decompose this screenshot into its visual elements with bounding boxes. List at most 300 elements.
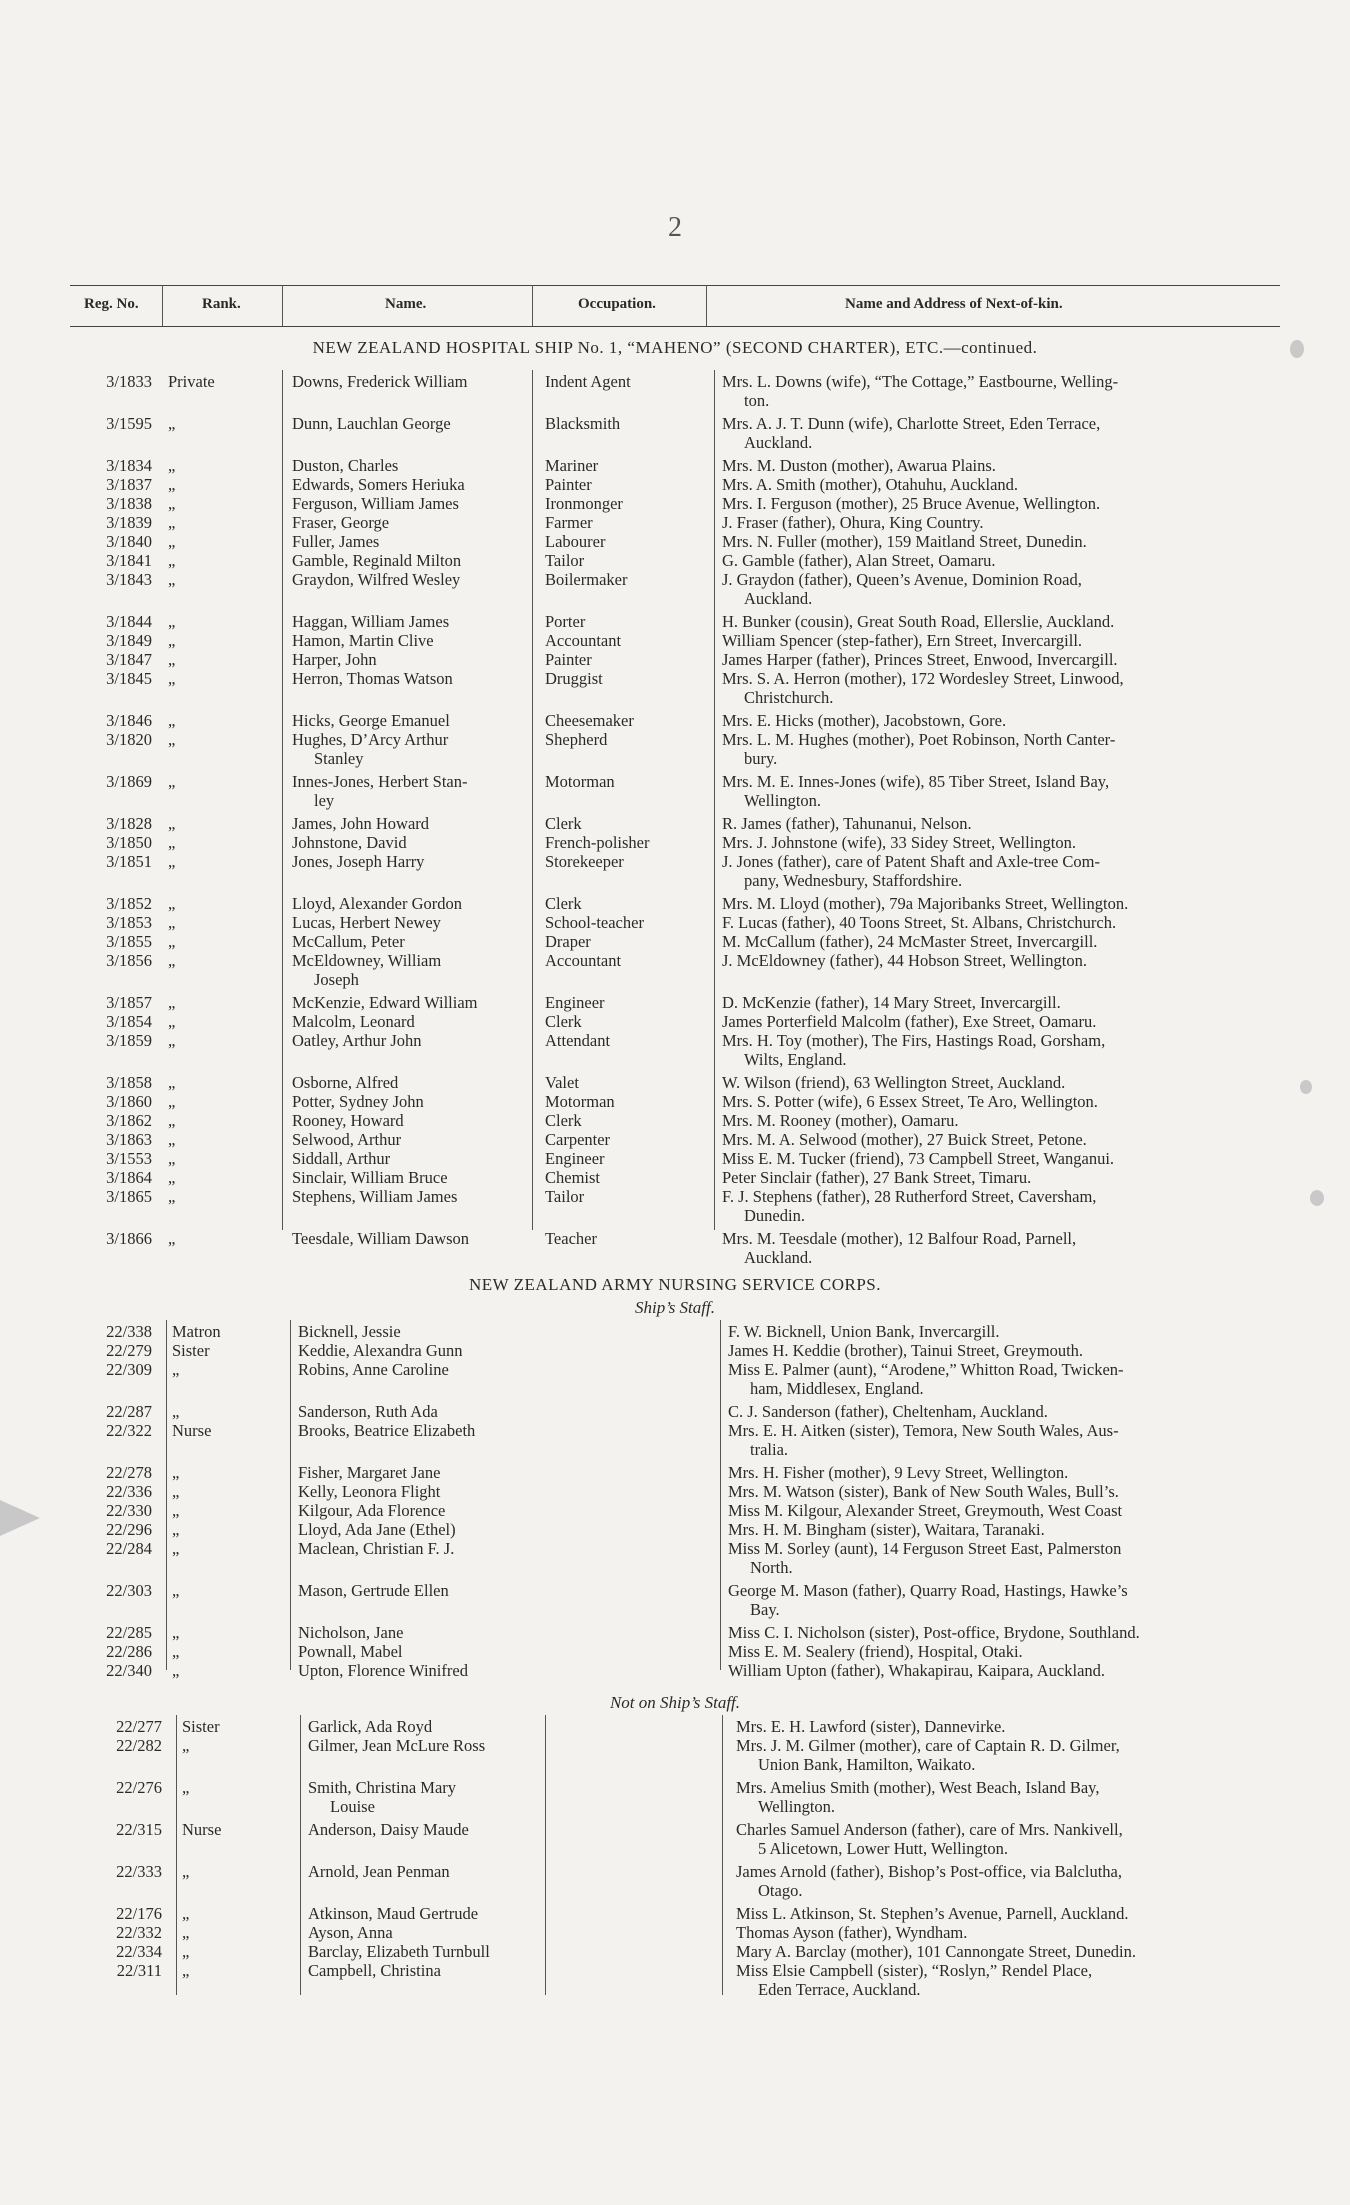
next-of-kin: William Upton (father), Whakapirau, Kaipara, Auckland. [728,1661,1106,1680]
next-of-kin-continued: Bay. [750,1600,780,1619]
column-rule [532,370,533,1230]
next-of-kin: Miss M. Sorley (aunt), 14 Ferguson Street East, Palmerston [728,1539,1122,1558]
next-of-kin: William Spencer (step-father), Ern Street, Invercargill. [722,631,1083,650]
reg-no: 3/1847 [106,650,152,669]
column-rule [282,285,283,326]
occupation: Carpenter [545,1130,611,1149]
next-of-kin-continued: Eden Terrace, Auckland. [758,1980,921,1999]
section-title-hospital-ship: NEW ZEALAND HOSPITAL SHIP No. 1, “MAHENO” (SECOND CHARTER), ETC.—continued. [312,338,1038,357]
name: Teesdale, William Dawson [292,1229,470,1248]
name-continued: Stanley [314,749,364,768]
name: Oatley, Arthur John [292,1031,422,1050]
next-of-kin-continued: Wellington. [744,791,822,810]
next-of-kin-continued: tralia. [750,1440,789,1459]
name-continued: ley [314,791,335,810]
rank: „ [182,1778,190,1797]
reg-no: 3/1866 [106,1229,152,1248]
reg-no: 3/1834 [106,456,152,475]
name: Atkinson, Maud Gertrude [308,1904,479,1923]
occupation: Painter [545,475,592,494]
reg-no: 22/334 [116,1942,162,1961]
name: Anderson, Daisy Maude [308,1820,469,1839]
occupation: Cheesemaker [545,711,634,730]
reg-no: 22/279 [106,1341,152,1360]
column-rule [706,285,707,326]
next-of-kin: J. Graydon (father), Queen’s Avenue, Dominion Road, [722,570,1082,589]
reg-no: 3/1852 [106,894,152,913]
occupation: Boilermaker [545,570,628,589]
name: Hicks, George Emanuel [292,711,450,730]
rank: „ [168,1168,176,1187]
occupation: Shepherd [545,730,608,749]
rank: „ [182,1961,190,1980]
name: Maclean, Christian F. J. [298,1539,455,1558]
next-of-kin-continued: Auckland. [744,589,813,608]
occupation: Clerk [545,814,582,833]
rank: „ [172,1402,180,1421]
rank: „ [168,456,176,475]
rank: „ [168,1130,176,1149]
occupation: Accountant [545,631,622,650]
occupation: Engineer [545,993,605,1012]
occupation: Clerk [545,1111,582,1130]
name: Smith, Christina Mary [308,1778,457,1797]
next-of-kin-continued: bury. [744,749,778,768]
next-of-kin-continued: ham, Middlesex, England. [750,1379,924,1398]
rank: „ [182,1942,190,1961]
next-of-kin: Mrs. M. Duston (mother), Awarua Plains. [722,456,996,475]
next-of-kin: James H. Keddie (brother), Tainui Street, Greymouth. [728,1341,1084,1360]
reg-no: 3/1553 [106,1149,152,1168]
reg-no: 22/285 [106,1623,152,1642]
name: Mason, Gertrude Ellen [298,1581,449,1600]
reg-no: 3/1865 [106,1187,152,1206]
name: Pownall, Mabel [298,1642,403,1661]
next-of-kin: Miss Elsie Campbell (sister), “Roslyn,” Rendel Place, [736,1961,1093,1980]
reg-no: 22/284 [106,1539,152,1558]
reg-no: 3/1595 [106,414,152,433]
rank: „ [168,650,176,669]
rank: „ [168,669,176,688]
name: Nicholson, Jane [298,1623,404,1642]
rank: „ [168,1031,176,1050]
occupation: Ironmonger [545,494,623,513]
next-of-kin: Mrs. E. Hicks (mother), Jacobstown, Gore. [722,711,1007,730]
name: McKenzie, Edward William [292,993,478,1012]
next-of-kin: Mrs. S. A. Herron (mother), 172 Wordesley Street, Linwood, [722,669,1124,688]
name: Ferguson, William James [292,494,459,513]
reg-no: 22/278 [106,1463,152,1482]
reg-no: 22/296 [106,1520,152,1539]
subtitle-ships-staff: Ship’s Staff. [635,1298,715,1317]
reg-no: 3/1864 [106,1168,152,1187]
next-of-kin-continued: Auckland. [744,1248,813,1267]
rank: „ [168,772,176,791]
occupation: Draper [545,932,591,951]
name: Sanderson, Ruth Ada [298,1402,438,1421]
reg-no: 22/315 [116,1820,162,1839]
rank: „ [182,1923,190,1942]
column-rule [720,1320,721,1670]
next-of-kin: Mrs. H. Toy (mother), The Firs, Hastings Road, Gorsham, [722,1031,1106,1050]
name-continued: Joseph [314,970,359,989]
next-of-kin: F. Lucas (father), 40 Toons Street, St. Albans, Christchurch. [722,913,1117,932]
column-rule [722,1715,723,1995]
rank: Nurse [172,1421,212,1440]
name: Arnold, Jean Penman [308,1862,450,1881]
next-of-kin: D. McKenzie (father), 14 Mary Street, Invercargill. [722,993,1061,1012]
name: Lloyd, Alexander Gordon [292,894,463,913]
next-of-kin: Miss E. M. Tucker (friend), 73 Campbell Street, Wanganui. [722,1149,1115,1168]
next-of-kin: Peter Sinclair (father), 27 Bank Street, Timaru. [722,1168,1032,1187]
header-bottom-rule [70,326,1280,327]
reg-no: 3/1844 [106,612,152,631]
name: Sinclair, William Bruce [292,1168,448,1187]
rank: „ [182,1736,190,1755]
page-edge-mark [0,1500,40,1536]
name: Fisher, Margaret Jane [298,1463,441,1482]
occupation: Clerk [545,1012,582,1031]
reg-no: 3/1828 [106,814,152,833]
column-rule [300,1715,301,1995]
name: Edwards, Somers Heriuka [292,475,465,494]
reg-no: 3/1840 [106,532,152,551]
occupation: Porter [545,612,586,631]
next-of-kin-continued: Wilts, England. [744,1050,847,1069]
occupation: School-teacher [545,913,644,932]
reg-no: 3/1846 [106,711,152,730]
reg-no: 3/1837 [106,475,152,494]
reg-no: 3/1853 [106,913,152,932]
next-of-kin: Mary A. Barclay (mother), 101 Cannongate Street, Dunedin. [736,1942,1137,1961]
header-name: Name. [385,296,427,312]
reg-no: 3/1869 [106,772,152,791]
next-of-kin: Mrs. J. M. Gilmer (mother), care of Captain R. D. Gilmer, [736,1736,1120,1755]
name: Siddall, Arthur [292,1149,391,1168]
next-of-kin: M. McCallum (father), 24 McMaster Street, Invercargill. [722,932,1098,951]
rank: „ [172,1539,180,1558]
next-of-kin: Miss M. Kilgour, Alexander Street, Greymouth, West Coast [728,1501,1123,1520]
name: Malcolm, Leonard [292,1012,415,1031]
name: Harper, John [292,650,377,669]
reg-no: 22/176 [116,1904,162,1923]
next-of-kin: Mrs. J. Johnstone (wife), 33 Sidey Street, Wellington. [722,833,1077,852]
rank: „ [168,913,176,932]
next-of-kin: J. McEldowney (father), 44 Hobson Street, Wellington. [722,951,1087,970]
next-of-kin: Mrs. M. Lloyd (mother), 79a Majoribanks Street, Wellington. [722,894,1129,913]
column-rule [714,370,715,1230]
reg-no: 22/276 [116,1778,162,1797]
next-of-kin: Mrs. L. Downs (wife), “The Cottage,” Eastbourne, Welling- [722,372,1119,391]
name: Osborne, Alfred [292,1073,399,1092]
column-rule [162,285,163,326]
ink-smudge [1310,1190,1324,1206]
subtitle-not-on-ships-staff: Not on Ship’s Staff. [609,1693,741,1712]
next-of-kin: G. Gamble (father), Alan Street, Oamaru. [722,551,996,570]
next-of-kin: F. J. Stephens (father), 28 Rutherford Street, Caversham, [722,1187,1097,1206]
reg-no: 22/277 [116,1717,162,1736]
name: Downs, Frederick William [292,372,468,391]
name: Dunn, Lauchlan George [292,414,451,433]
reg-no: 3/1856 [106,951,152,970]
reg-no: 3/1850 [106,833,152,852]
name: Innes-Jones, Herbert Stan- [292,772,468,791]
rank: „ [168,494,176,513]
reg-no: 3/1851 [106,852,152,871]
next-of-kin: Miss E. M. Sealery (friend), Hospital, Otaki. [728,1642,1023,1661]
next-of-kin: Mrs. M. Rooney (mother), Oamaru. [722,1111,959,1130]
reg-no: 22/336 [106,1482,152,1501]
occupation: Engineer [545,1149,605,1168]
next-of-kin: James Harper (father), Princes Street, Enwood, Invercargill. [722,650,1118,669]
name: Selwood, Arthur [292,1130,402,1149]
name: McEldowney, William [292,951,442,970]
column-rule [532,285,533,326]
reg-no: 3/1854 [106,1012,152,1031]
page-number: 2 [668,212,682,243]
header-top-rule [70,285,1280,286]
name: Potter, Sydney John [292,1092,424,1111]
rank: „ [168,551,176,570]
next-of-kin: Mrs. M. Teesdale (mother), 12 Balfour Road, Parnell, [722,1229,1077,1248]
next-of-kin: Mrs. H. M. Bingham (sister), Waitara, Taranaki. [728,1520,1045,1539]
name: Barclay, Elizabeth Turnbull [308,1942,490,1961]
name: Haggan, William James [292,612,450,631]
next-of-kin: Mrs. S. Potter (wife), 6 Essex Street, Te Aro, Wellington. [722,1092,1098,1111]
name: Herron, Thomas Watson [292,669,453,688]
rank: „ [172,1501,180,1520]
next-of-kin: James Porterfield Malcolm (father), Exe Street, Oamaru. [722,1012,1097,1031]
next-of-kin: Mrs. L. M. Hughes (mother), Poet Robinson, North Canter- [722,730,1116,749]
reg-no: 3/1838 [106,494,152,513]
reg-no: 3/1855 [106,932,152,951]
name: Campbell, Christina [308,1961,441,1980]
name: Gamble, Reginald Milton [292,551,462,570]
reg-no: 22/332 [116,1923,162,1942]
reg-no: 3/1863 [106,1130,152,1149]
column-rule [166,1320,167,1670]
reg-no: 22/286 [106,1642,152,1661]
next-of-kin: Mrs. N. Fuller (mother), 159 Maitland Street, Dunedin. [722,532,1087,551]
reg-no: 22/287 [106,1402,152,1421]
rank: „ [168,570,176,589]
rank: „ [168,993,176,1012]
next-of-kin: James Arnold (father), Bishop’s Post-office, via Balclutha, [736,1862,1122,1881]
next-of-kin: Mrs. A. J. T. Dunn (wife), Charlotte Street, Eden Terrace, [722,414,1101,433]
occupation: Indent Agent [545,372,631,391]
ink-smudge [1300,1080,1312,1094]
reg-no: 22/338 [106,1322,152,1341]
name: Upton, Florence Winifred [298,1661,468,1680]
next-of-kin: Miss C. I. Nicholson (sister), Post-office, Brydone, Southland. [728,1623,1140,1642]
reg-no: 22/340 [106,1661,152,1680]
occupation: Tailor [545,551,585,570]
next-of-kin: R. James (father), Tahunanui, Nelson. [722,814,972,833]
rank: „ [168,1149,176,1168]
name: Kilgour, Ada Florence [298,1501,446,1520]
reg-no: 3/1833 [106,372,152,391]
reg-no: 22/333 [116,1862,162,1881]
next-of-kin: F. W. Bicknell, Union Bank, Invercargill. [728,1322,1000,1341]
rank: „ [168,1229,176,1248]
name: Ayson, Anna [308,1923,393,1942]
next-of-kin: Mrs. Amelius Smith (mother), West Beach, Island Bay, [736,1778,1100,1797]
rank: „ [172,1360,180,1379]
next-of-kin: Mrs. M. A. Selwood (mother), 27 Buick Street, Petone. [722,1130,1087,1149]
occupation: Clerk [545,894,582,913]
name: Fraser, George [292,513,390,532]
reg-no: 3/1845 [106,669,152,688]
rank: „ [168,1111,176,1130]
next-of-kin-continued: Christchurch. [744,688,834,707]
reg-no: 3/1860 [106,1092,152,1111]
next-of-kin-continued: 5 Alicetown, Lower Hutt, Wellington. [758,1839,1008,1858]
next-of-kin-continued: Wellington. [758,1797,836,1816]
table-header [70,288,1280,324]
rank: „ [168,833,176,852]
reg-no: 22/311 [116,1961,162,1980]
name: Jones, Joseph Harry [292,852,425,871]
next-of-kin: Mrs. M. Watson (sister), Bank of New South Wales, Bull’s. [728,1482,1119,1501]
next-of-kin: Mrs. E. H. Aitken (sister), Temora, New South Wales, Aus- [728,1421,1119,1440]
rank: „ [182,1904,190,1923]
next-of-kin: Thomas Ayson (father), Wyndham. [736,1923,968,1942]
next-of-kin: Mrs. H. Fisher (mother), 9 Levy Street, Wellington. [728,1463,1069,1482]
next-of-kin: Mrs. A. Smith (mother), Otahuhu, Auckland. [722,475,1019,494]
rank: „ [168,475,176,494]
header-occupation: Occupation. [578,296,656,312]
rank: „ [172,1520,180,1539]
reg-no: 3/1841 [106,551,152,570]
name: Lucas, Herbert Newey [292,913,441,932]
next-of-kin: W. Wilson (friend), 63 Wellington Street, Auckland. [722,1073,1066,1092]
occupation: Teacher [545,1229,597,1248]
next-of-kin-continued: Dunedin. [744,1206,805,1225]
reg-no: 3/1849 [106,631,152,650]
reg-no: 22/282 [116,1736,162,1755]
name: Kelly, Leonora Flight [298,1482,441,1501]
name: Fuller, James [292,532,380,551]
rank: „ [168,1073,176,1092]
rank: Sister [182,1717,220,1736]
name: Bicknell, Jessie [298,1322,401,1341]
next-of-kin: Mrs. E. H. Lawford (sister), Dannevirke. [736,1717,1006,1736]
column-rule [176,1715,177,1995]
column-rule [290,1320,291,1670]
name: Keddie, Alexandra Gunn [298,1341,463,1360]
occupation: Mariner [545,456,599,475]
name: Hughes, D’Arcy Arthur [292,730,449,749]
name: Johnstone, David [292,833,407,852]
rank: Sister [172,1341,210,1360]
reg-no: 3/1839 [106,513,152,532]
name: Robins, Anne Caroline [298,1360,449,1379]
occupation: Chemist [545,1168,601,1187]
reg-no: 22/303 [106,1581,152,1600]
next-of-kin: Miss E. Palmer (aunt), “Arodene,” Whitton Road, Twicken- [728,1360,1124,1379]
next-of-kin: Mrs. I. Ferguson (mother), 25 Bruce Avenue, Wellington. [722,494,1101,513]
reg-no: 3/1820 [106,730,152,749]
next-of-kin: Mrs. M. E. Innes-Jones (wife), 85 Tiber Street, Island Bay, [722,772,1110,791]
next-of-kin-continued: pany, Wednesbury, Staffordshire. [744,871,963,890]
rank: „ [168,1012,176,1031]
next-of-kin: Charles Samuel Anderson (father), care of Mrs. Nankivell, [736,1820,1123,1839]
rank: „ [168,1092,176,1111]
name: Lloyd, Ada Jane (Ethel) [298,1520,456,1539]
occupation: Motorman [545,772,615,791]
rank: „ [168,932,176,951]
name: Gilmer, Jean McLure Ross [308,1736,486,1755]
next-of-kin-continued: Union Bank, Hamilton, Waikato. [758,1755,976,1774]
rank: „ [168,1187,176,1206]
header-rank: Rank. [202,296,241,312]
name: Brooks, Beatrice Elizabeth [298,1421,476,1440]
next-of-kin: J. Jones (father), care of Patent Shaft and Axle-tree Com- [722,852,1100,871]
rank: „ [168,951,176,970]
occupation: French-polisher [545,833,650,852]
name: Hamon, Martin Clive [292,631,434,650]
name: Garlick, Ada Royd [308,1717,433,1736]
rank: „ [168,894,176,913]
next-of-kin-continued: Otago. [758,1881,803,1900]
next-of-kin: George M. Mason (father), Quarry Road, Hastings, Hawke’s [728,1581,1128,1600]
reg-no: 3/1858 [106,1073,152,1092]
next-of-kin-continued: Auckland. [744,433,813,452]
reg-no: 3/1862 [106,1111,152,1130]
rank: Nurse [182,1820,222,1839]
rank: „ [168,711,176,730]
column-rule [282,370,283,1230]
occupation: Painter [545,650,592,669]
rank: „ [172,1581,180,1600]
rank: „ [168,532,176,551]
rank: „ [182,1862,190,1881]
occupation: Storekeeper [545,852,624,871]
next-of-kin-continued: North. [750,1558,793,1577]
occupation: Druggist [545,669,603,688]
next-of-kin: J. Fraser (father), Ohura, King Country. [722,513,984,532]
next-of-kin: C. J. Sanderson (father), Cheltenham, Auckland. [728,1402,1048,1421]
section-title-nursing-corps: NEW ZEALAND ARMY NURSING SERVICE CORPS. [468,1275,881,1294]
occupation: Farmer [545,513,593,532]
occupation: Accountant [545,951,622,970]
rank: Matron [172,1322,221,1341]
rank: Private [168,372,215,391]
name-continued: Louise [330,1797,375,1816]
rank: „ [168,852,176,871]
rank: „ [172,1642,180,1661]
next-of-kin: Miss L. Atkinson, St. Stephen’s Avenue, Parnell, Auckland. [736,1904,1129,1923]
next-of-kin: H. Bunker (cousin), Great South Road, Ellerslie, Auckland. [722,612,1115,631]
name: Graydon, Wilfred Wesley [292,570,461,589]
reg-no: 3/1857 [106,993,152,1012]
rank: „ [172,1482,180,1501]
occupation: Tailor [545,1187,585,1206]
rank: „ [168,612,176,631]
rank: „ [172,1463,180,1482]
header-next-of-kin: Name and Address of Next-of-kin. [845,296,1063,312]
name: McCallum, Peter [292,932,405,951]
reg-no: 22/309 [106,1360,152,1379]
reg-no: 3/1843 [106,570,152,589]
rank: „ [172,1661,180,1680]
reg-no: 22/330 [106,1501,152,1520]
occupation: Motorman [545,1092,615,1111]
occupation: Labourer [545,532,606,551]
rank: „ [168,631,176,650]
column-rule [545,1715,546,1995]
rank: „ [168,814,176,833]
